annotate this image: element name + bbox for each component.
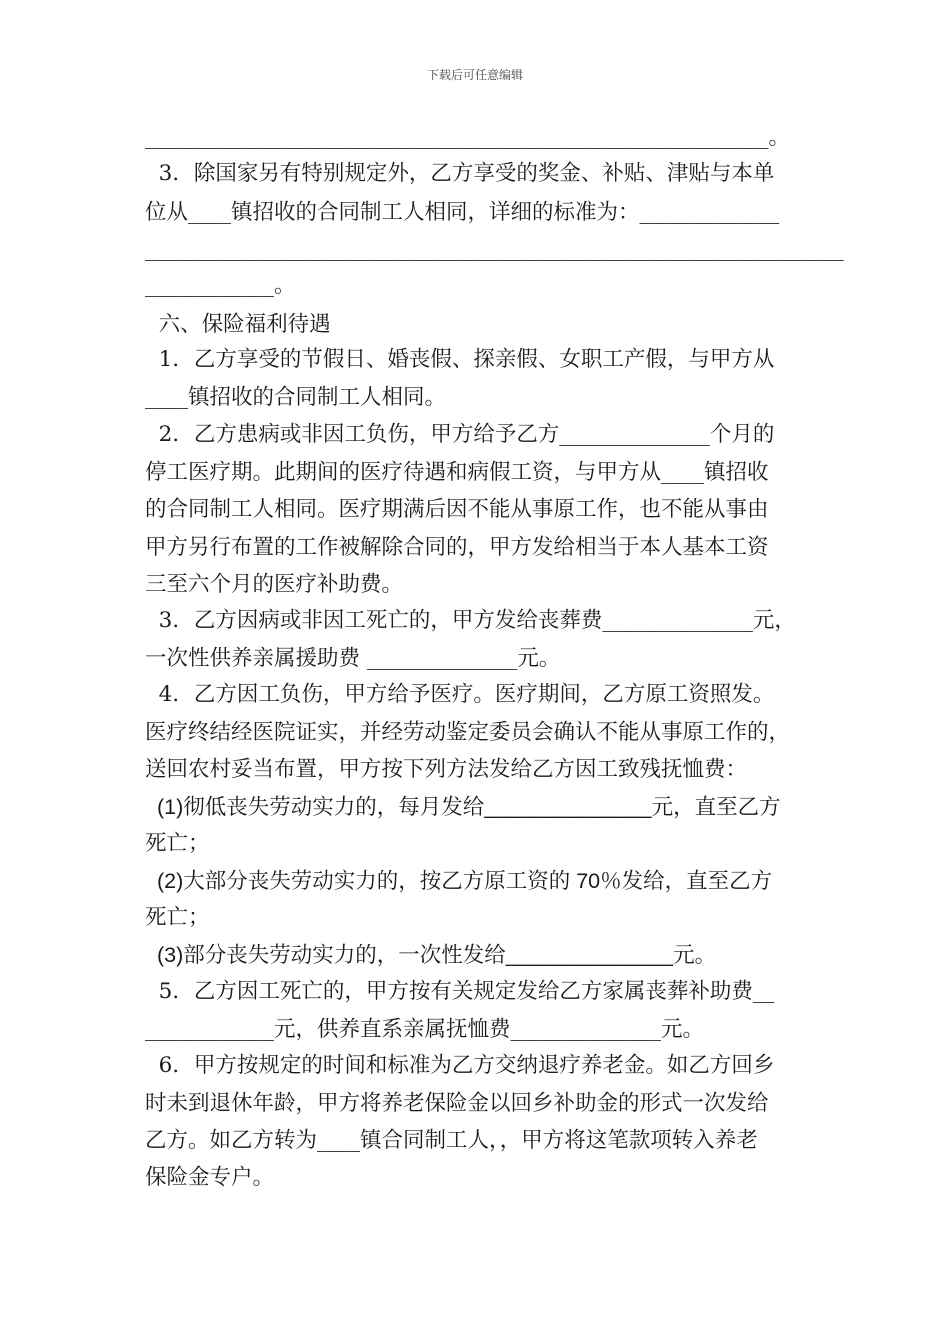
text-line: 送回农村妥当布置，甲方按下列方法发给乙方因工致残抚恤费： (145, 757, 748, 782)
text-line: (1)彻低丧失劳动实力的，每月发给______________元，直至乙方 (145, 795, 781, 819)
section-heading: 六、保险福利待遇 (145, 312, 331, 337)
text-line: ____________。 (145, 273, 296, 298)
text-line: 时未到退休年龄，甲方将养老保险金以回乡补助金的形式一次发给 (145, 1091, 769, 1116)
text-line: 死亡； (145, 905, 210, 930)
text-line: 2．乙方患病或非因工负伤，甲方给予乙方______________个月的 (145, 422, 775, 447)
text-line: 甲方另行布置的工作被解除合同的，甲方发给相当于本人基本工资 (145, 535, 769, 560)
text-line: 4．乙方因工负伤，甲方给予医疗。医疗期间，乙方原工资照发。 (145, 682, 775, 707)
text-line: 3．乙方因病或非因工死亡的，甲方发给丧葬费______________元， (145, 608, 796, 633)
text-line: 医疗终结经医院证实，并经劳动鉴定委员会确认不能从事原工作的， (145, 720, 791, 745)
page-header: 下载后可任意编辑 (426, 68, 523, 82)
text-line: 死亡； (145, 831, 210, 856)
text-line: 一次性供养亲属援助费 ______________元。 (145, 646, 561, 671)
text-line: 保险金专户。 (145, 1165, 275, 1190)
text-line: 停工医疗期。此期间的医疗待遇和病假工资，与甲方从____镇招收 (145, 460, 769, 485)
text-line: (2)大部分丧失劳动实力的，按乙方原工资的 70％发给，直至乙方 (145, 869, 773, 893)
text-line: 三至六个月的医疗补助费。 (145, 572, 404, 597)
text-line: __________________________________________________________。 (145, 125, 791, 150)
text-line: 的合同制工人相同。医疗期满后因不能从事原工作，也不能从事由 (145, 497, 769, 522)
text-line: 5．乙方因工死亡的，甲方按有关规定发给乙方家属丧葬补助费__ (145, 979, 775, 1004)
text-line: (3)部分丧失劳动实力的，一次性发给______________元。 (145, 943, 717, 967)
text-line: 6．甲方按规定的时间和标准为乙方交纳退疗养老金。如乙方回乡 (145, 1053, 775, 1078)
text-line: 位从____镇招收的合同制工人相同，详细的标准为：_____________ (145, 200, 780, 225)
text-line: _________________________________________________________________ (145, 237, 844, 262)
text-line: 3．除国家另有特别规定外，乙方享受的奖金、补贴、津贴与本单 (145, 161, 775, 186)
text-line: 乙方。如乙方转为____镇合同制工人，，甲方将这笔款项转入养老 (145, 1128, 758, 1153)
text-line: ____镇招收的合同制工人相同。 (145, 385, 447, 410)
text-line: 1．乙方享受的节假日、婚丧假、探亲假、女职工产假，与甲方从 (145, 347, 775, 372)
text-line: ____________元，供养直系亲属抚恤费______________元。 (145, 1017, 705, 1042)
